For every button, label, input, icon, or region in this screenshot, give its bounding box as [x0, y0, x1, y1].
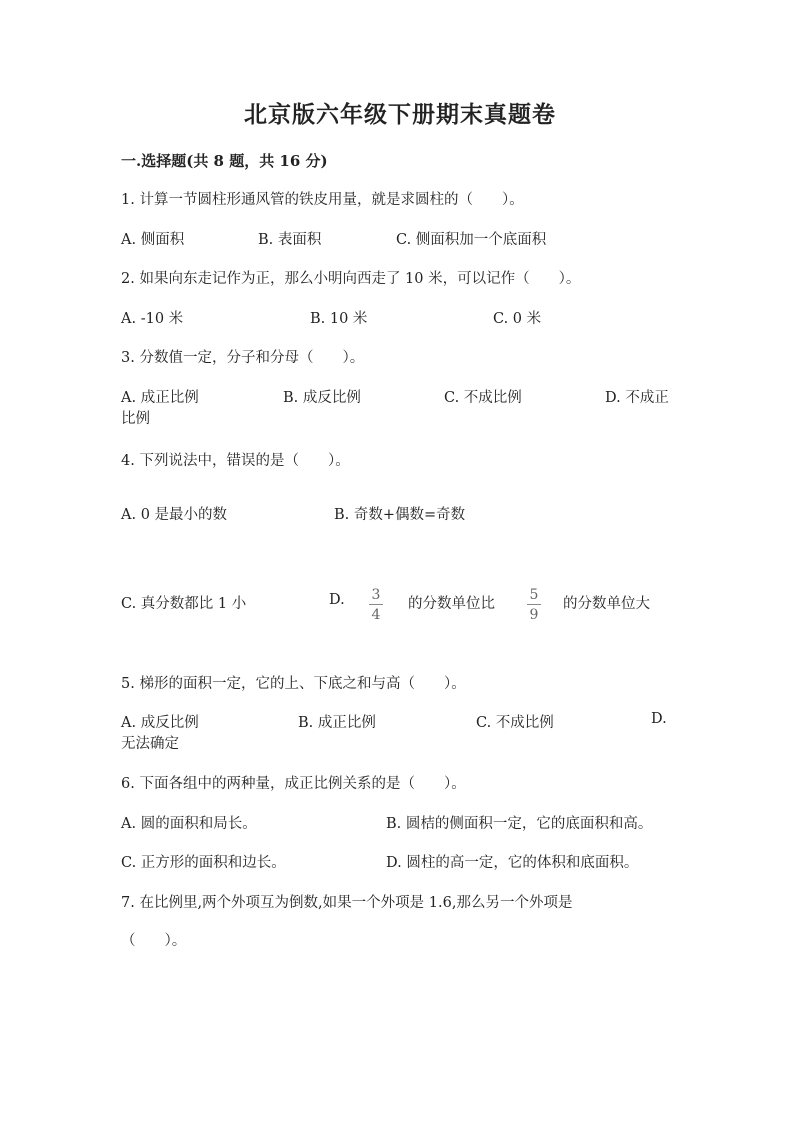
q6-option-b: B. 圆桔的侧面积一定，它的底面积和高。	[386, 816, 653, 832]
q1-option-a: A. 侧面积	[121, 232, 185, 248]
q4-option-a: A. 0 是最小的数	[121, 507, 228, 523]
q3-option-d: D. 不成正	[605, 390, 669, 406]
question-3: 3. 分数值一定，分子和分母（ ）。	[121, 350, 365, 366]
question-7: 7. 在比例里,两个外项互为倒数,如果一个外项是 1.6,那么另一个外项是	[121, 895, 573, 911]
fraction-denominator: 4	[371, 607, 381, 623]
fraction-denominator: 9	[529, 607, 539, 623]
q4-option-d-mid: 的分数单位比	[408, 596, 495, 612]
q3-option-c: C. 不成比例	[444, 390, 522, 406]
fraction-numerator: 5	[529, 587, 539, 603]
q2-option-c: C. 0 米	[493, 311, 542, 327]
page-title: 北京版六年级下册期末真题卷	[244, 101, 556, 128]
q3-option-d-wrap: 比例	[121, 411, 150, 427]
q5-option-b: B. 成正比例	[298, 715, 376, 731]
q6-option-c: C. 正方形的面积和边长。	[121, 855, 286, 871]
section-heading: 一.选择题(共 8 题，共 16 分)	[121, 152, 328, 170]
q4-option-d-end: 的分数单位大	[563, 596, 650, 612]
q5-option-d-wrap: 无法确定	[121, 736, 179, 752]
q1-option-b: B. 表面积	[258, 232, 322, 248]
fraction-five-ninths	[524, 588, 544, 622]
q5-option-a: A. 成反比例	[121, 715, 199, 731]
q4-option-c: C. 真分数都比 1 小	[121, 596, 247, 612]
question-4: 4. 下列说法中，错误的是（ ）。	[121, 453, 350, 469]
question-5: 5. 梯形的面积一定，它的上、下底之和与高（ ）。	[121, 676, 466, 692]
q1-option-c: C. 侧面积加一个底面积	[396, 232, 547, 248]
question-6: 6. 下面各组中的两种量，成正比例关系的是（ ）。	[121, 776, 466, 792]
question-1: 1. 计算一节圆柱形通风管的铁皮用量，就是求圆柱的（ ）。	[121, 192, 524, 208]
q5-option-d: D.	[651, 711, 667, 727]
q2-option-b: B. 10 米	[310, 311, 368, 327]
q3-option-a: A. 成正比例	[121, 390, 199, 406]
q3-option-b: B. 成反比例	[283, 390, 361, 406]
fraction-numerator: 3	[371, 587, 381, 603]
question-2: 2. 如果向东走记作为正，那么小明向西走了 10 米，可以记作（ ）。	[121, 271, 581, 287]
question-7-blank: （ ）。	[121, 933, 187, 949]
q4-option-b: B. 奇数+偶数=奇数	[334, 507, 466, 523]
q6-option-d: D. 圆柱的高一定，它的体积和底面积。	[386, 855, 639, 871]
q5-option-c: C. 不成比例	[476, 715, 554, 731]
q6-option-a: A. 圆的面积和局长。	[121, 816, 257, 832]
fraction-three-quarters	[366, 588, 386, 622]
q4-option-d: D.	[329, 592, 345, 608]
q2-option-a: A. -10 米	[121, 311, 184, 327]
